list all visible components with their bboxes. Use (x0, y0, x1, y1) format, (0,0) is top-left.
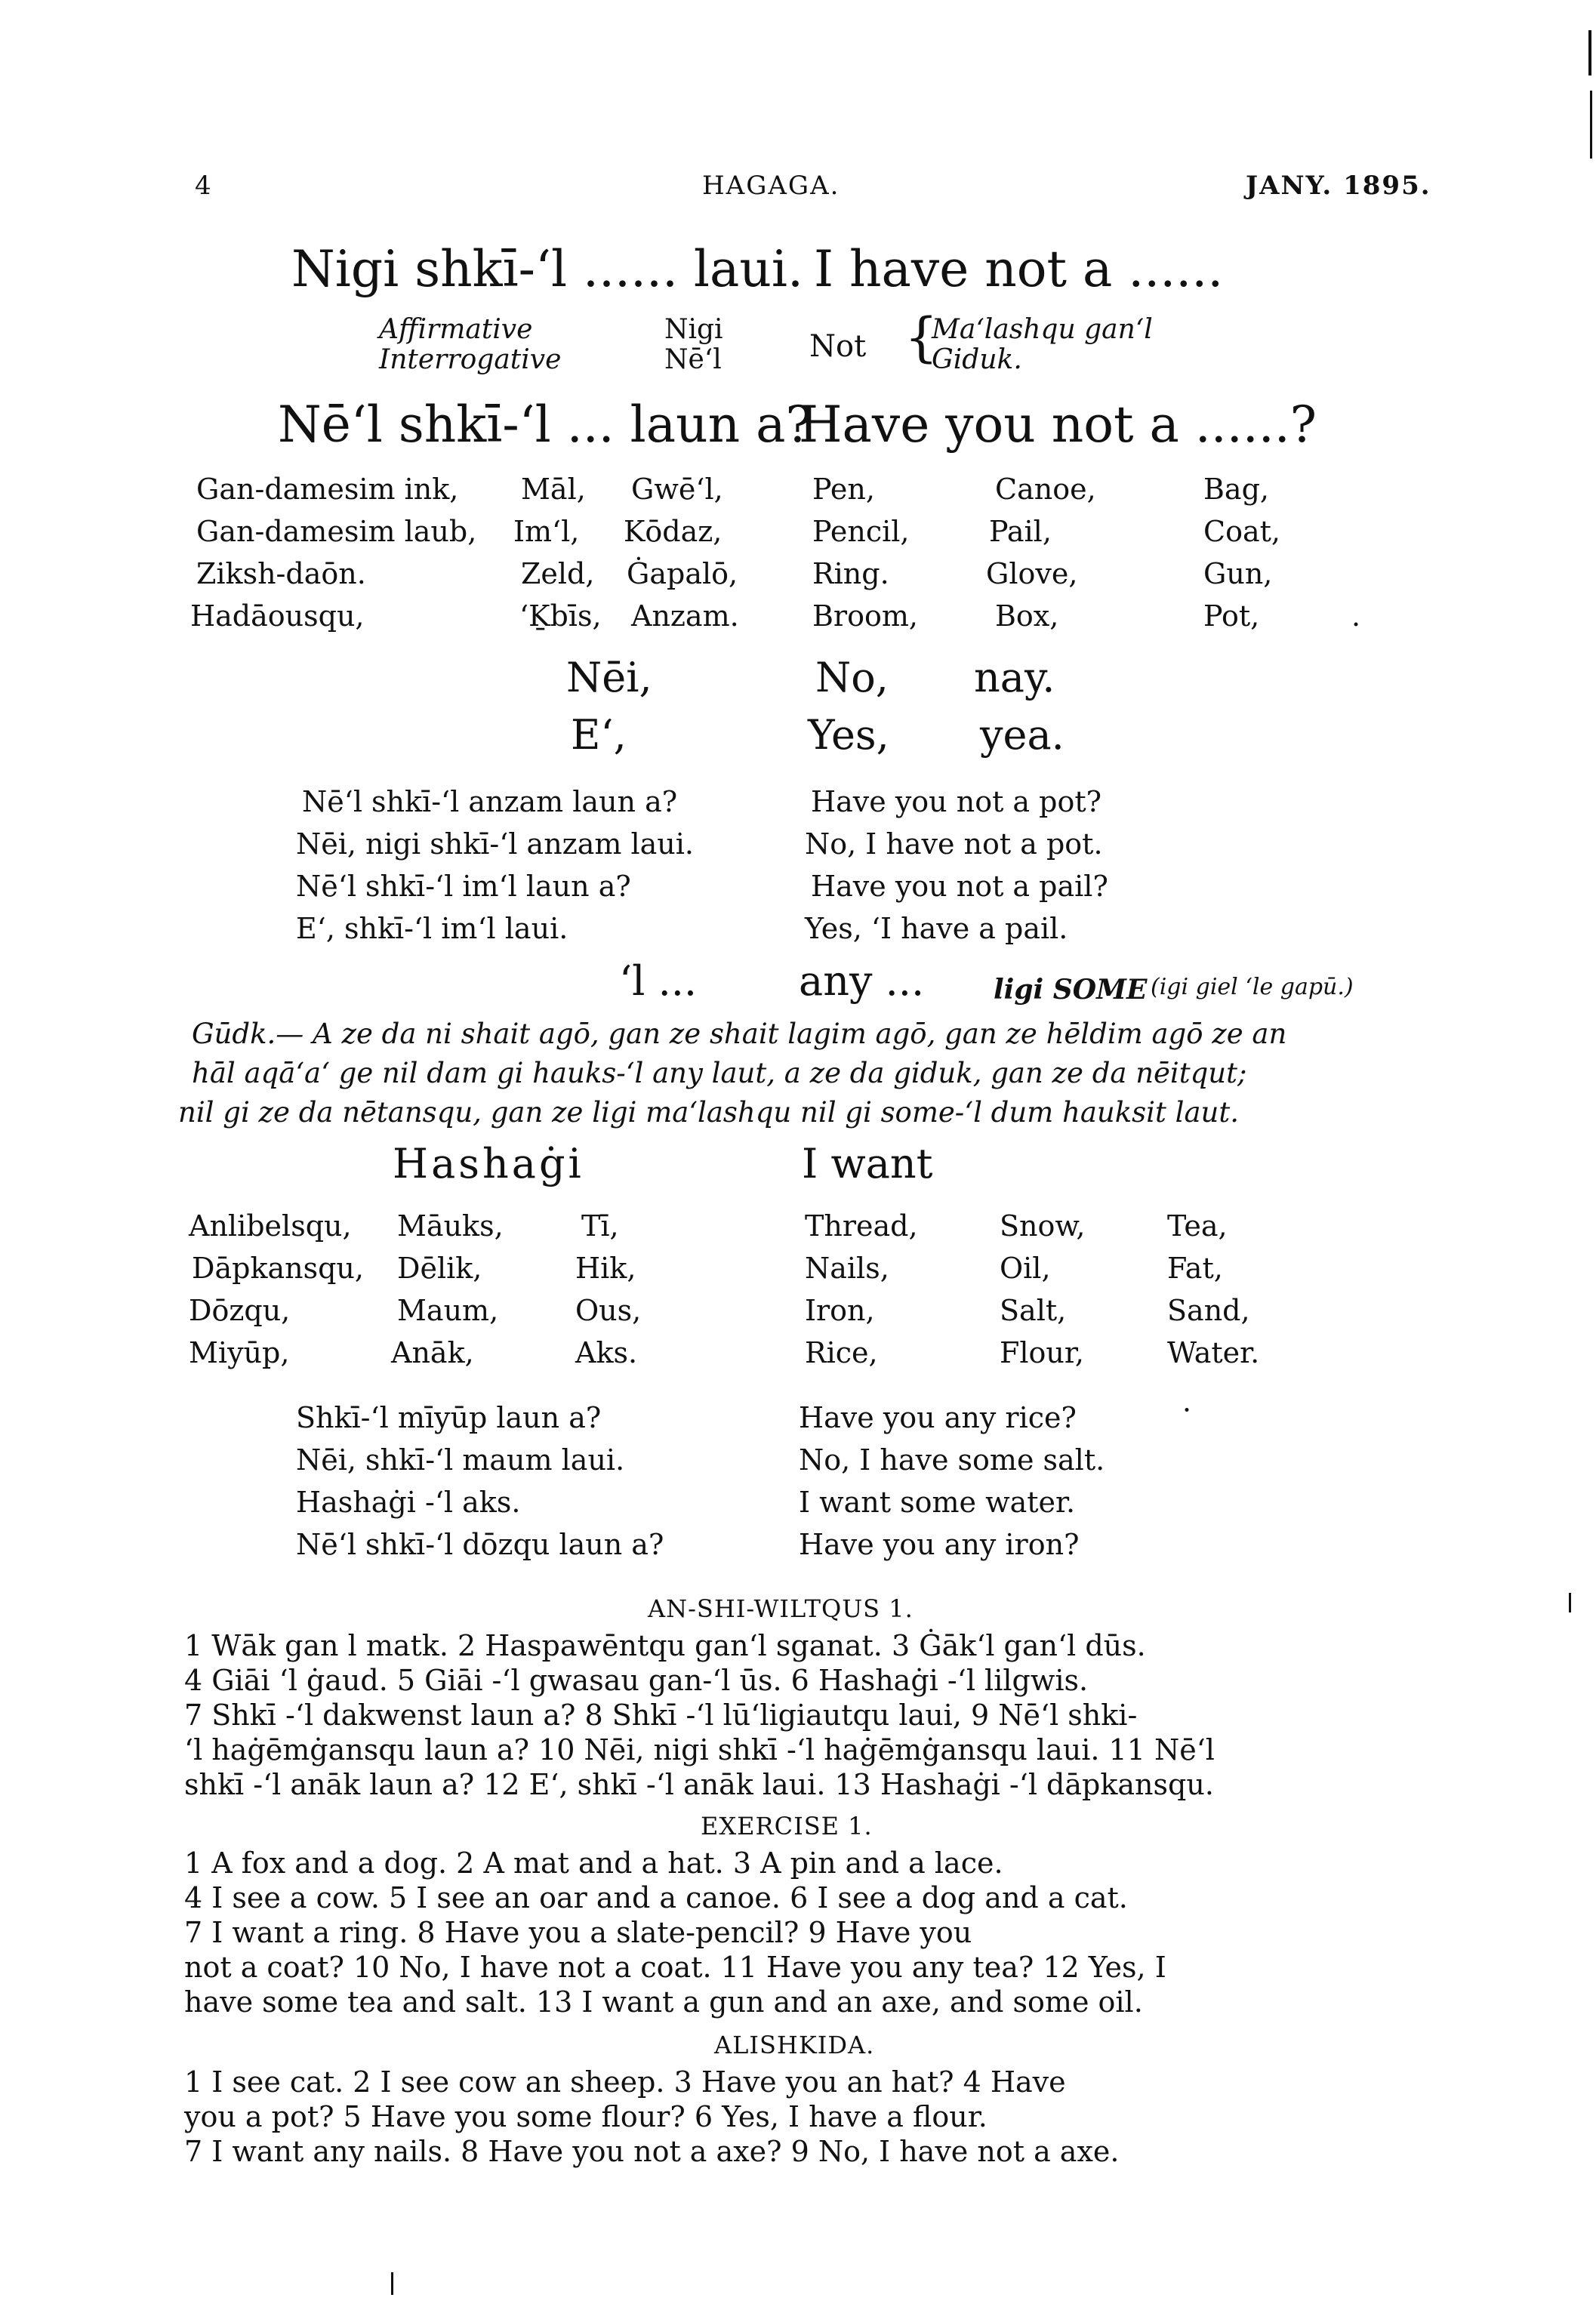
vocab-cell: Pot, (1203, 599, 1260, 633)
vocab-cell: Aks. (575, 1336, 638, 1369)
vocab-cell: Māuks, (397, 1209, 504, 1243)
any-english: any ... (799, 957, 925, 1005)
vocab-cell: Fat, (1167, 1252, 1223, 1285)
exercise-line: 1 Wāk gan l matk. 2 Haspawēntqu gan‘l sganat. 3 Ġāk‘l gan‘l dūs. (184, 1629, 1146, 1662)
sentence-haida: Nēi, shkī-‘l maum laui. (296, 1443, 625, 1477)
margin-mark (1588, 30, 1591, 75)
stray-dot: . (1351, 599, 1361, 633)
vocab-cell: Anāk, (391, 1336, 474, 1369)
margin-mark (1590, 91, 1592, 159)
vocab-cell: Tī, (581, 1209, 619, 1243)
yes-english: Yes, (808, 711, 889, 759)
page-date: JANY. 1895. (1246, 171, 1431, 201)
vocab-cell: Māl, (521, 473, 586, 506)
not-label: Not (809, 329, 867, 364)
vocab-cell: Salt, (1000, 1294, 1067, 1327)
exercise-line: 1 A fox and a dog. 2 A mat and a hat. 3 A pin and a lace. (184, 1846, 1003, 1880)
sentence-english: Yes, ‘I have a pail. (805, 912, 1068, 945)
sentence-haida: E‘, shkī-‘l im‘l laui. (296, 912, 568, 945)
vocab-cell: Box, (995, 599, 1059, 633)
vocab-cell: Maum, (397, 1294, 499, 1327)
sentence-haida: Nēi, nigi shkī-‘l anzam laui. (296, 827, 694, 861)
exercise-line: you a pot? 5 Have you some flour? 6 Yes, I have a flour. (184, 2100, 987, 2133)
section-title-haida: Nigi shkī-‘l ...... laui. (291, 240, 803, 298)
vocab-cell: Rice, (805, 1336, 878, 1369)
affirmative-label: Affirmative (379, 314, 533, 345)
sentence-haida: Hashaġi -‘l aks. (296, 1486, 521, 1519)
vocab-cell: ‘Ḵbīs, (519, 599, 602, 633)
exercise-heading: EXERCISE 1. (701, 1812, 873, 1840)
question-english: Have you not a ......? (799, 396, 1317, 454)
sentence-haida: Nē‘l shkī-‘l anzam laun a? (302, 785, 678, 818)
affirmative-word: Nigi (664, 314, 723, 345)
page-number: 4 (195, 171, 213, 201)
sentence-english: No, I have not a pot. (805, 827, 1103, 861)
exercise-line: 7 I want any nails. 8 Have you not a axe? 9 No, I have not a axe. (184, 2135, 1120, 2168)
vocab-cell: Glove, (986, 557, 1078, 590)
vocab-cell: Coat, (1203, 515, 1280, 548)
vocab-cell: Oil, (1000, 1252, 1051, 1285)
vocab-cell: Pencil, (812, 515, 910, 548)
vocab-cell: Pail, (989, 515, 1052, 548)
exercise-line: not a coat? 10 No, I have not a coat. 11 Have you any tea? 12 Yes, I (184, 1951, 1166, 1984)
exercise-line: 1 I see cat. 2 I see cow an sheep. 3 Have you an hat? 4 Have (184, 2065, 1066, 2099)
sentence-haida: Shkī-‘l mīyūp laun a? (296, 1401, 602, 1434)
vocab-cell: Hadāousqu, (190, 599, 365, 633)
exercise-line: 4 I see a cow. 5 I see an oar and a canoe. 6 I see a dog and a cat. (184, 1881, 1128, 1914)
section3-title-haida: Hashaġi (393, 1140, 584, 1187)
vocab-cell: Anlibelsqu, (189, 1209, 352, 1243)
section-title-english: I have not a ...... (814, 240, 1224, 298)
vocab-cell: Flour, (1000, 1336, 1084, 1369)
sentence-english: Have you not a pot? (811, 785, 1102, 818)
exercise-line: 7 Shkī -‘l dakwenst laun a? 8 Shkī -‘l lū‘ligiautqu laui, 9 Nē‘l shki- (184, 1699, 1138, 1732)
exercise-line: shkī -‘l anāk laun a? 12 E‘, shkī -‘l anāk laui. 13 Hashaġi -‘l dāpkansqu. (184, 1768, 1214, 1801)
vocab-cell: Ring. (812, 557, 889, 590)
vocab-cell: Ziksh-daōn. (196, 557, 366, 590)
sentence-haida: Nē‘l shkī-‘l im‘l laun a? (296, 870, 631, 903)
not-word-1: Ma‘lashqu gan‘l (932, 314, 1153, 345)
no-english-2: nay. (974, 654, 1055, 701)
vocab-cell: Ġapalō, (627, 557, 738, 590)
interrogative-label: Interrogative (379, 344, 562, 375)
vocab-cell: Zeld, (521, 557, 595, 590)
exercise-heading: AN-SHI-WILTQUS 1. (648, 1594, 914, 1623)
question-haida: Nē‘l shkī-‘l ... laun a? (278, 396, 812, 454)
no-haida: Nēi, (566, 654, 652, 701)
sentence-english: No, I have some salt. (799, 1443, 1105, 1477)
exercise-heading: ALISHKIDA. (714, 2031, 875, 2059)
vocab-cell: Gan-damesim laub, (196, 515, 477, 548)
exercise-line: 7 I want a ring. 8 Have you a slate-pencil? 9 Have you (184, 1916, 972, 1949)
vocab-cell: Miyūp, (189, 1336, 290, 1369)
running-title: HAGAGA. (702, 171, 840, 201)
vocab-cell: Gwē‘l, (631, 473, 723, 506)
yes-english-2: yea. (980, 711, 1065, 759)
vocab-cell: Dāpkansqu, (192, 1252, 364, 1285)
vocab-cell: Tea, (1167, 1209, 1228, 1243)
vocab-cell: Im‘l, (513, 515, 580, 548)
vocab-cell: Thread, (805, 1209, 918, 1243)
vocab-cell: Nails, (805, 1252, 889, 1285)
stray-dot: · (1182, 1394, 1192, 1427)
vocab-cell: Gan-damesim ink, (196, 473, 459, 506)
interrogative-word: Nē‘l (664, 344, 722, 375)
not-word-2: Giduk. (932, 344, 1022, 375)
yes-haida: E‘, (571, 711, 627, 759)
l-haida: ‘l ... (619, 957, 698, 1005)
bottom-mark (391, 2272, 393, 2295)
vocab-cell: Pen, (812, 473, 875, 506)
vocab-cell: Kōdaz, (624, 515, 723, 548)
margin-mark (1569, 1593, 1571, 1612)
vocab-cell: Anzam. (631, 599, 739, 633)
sentence-haida: Nē‘l shkī-‘l dōzqu laun a? (296, 1528, 664, 1561)
sentence-english: Have you any rice? (799, 1401, 1077, 1434)
gloss-line: Gūdk.— A ze da ni shait agō, gan ze shait lagim agō, gan ze hēldim agō ze an (192, 1018, 1287, 1050)
brace-icon: { (904, 306, 938, 368)
vocab-cell: Snow, (1000, 1209, 1086, 1243)
sentence-english: I want some water. (799, 1486, 1076, 1519)
vocab-cell: Dēlik, (397, 1252, 482, 1285)
vocab-cell: Hik, (575, 1252, 636, 1285)
vocab-cell: Bag, (1203, 473, 1269, 506)
vocab-cell: Canoe, (995, 473, 1096, 506)
gloss-line: hāl aqā‘a‘ ge nil dam gi hauks-‘l any laut, a ze da giduk, gan ze da nēitqut; (192, 1057, 1247, 1089)
vocab-cell: Iron, (805, 1294, 875, 1327)
vocab-cell: Ous, (575, 1294, 642, 1327)
exercise-line: ‘l haġēmġansqu laun a? 10 Nēi, nigi shkī -‘l haġēmġansqu laui. 11 Nē‘l (184, 1733, 1215, 1766)
vocab-cell: Gun, (1203, 557, 1273, 590)
vocab-cell: Broom, (812, 599, 918, 633)
vocab-cell: Dōzqu, (189, 1294, 291, 1327)
ligi-some: ligi SOME (994, 974, 1148, 1006)
vocab-cell: Sand, (1167, 1294, 1250, 1327)
exercise-line: have some tea and salt. 13 I want a gun and an axe, and some oil. (184, 1985, 1143, 2019)
vocab-cell: Water. (1167, 1336, 1260, 1369)
gloss-line: nil gi ze da nētansqu, gan ze ligi ma‘lashqu nil gi some-‘l dum hauksit laut. (178, 1096, 1239, 1129)
note: (igi giel ‘le gapū.) (1151, 974, 1354, 1000)
no-english: No, (815, 654, 889, 701)
section3-title-english: I want (802, 1140, 933, 1187)
exercise-line: 4 Giāi ‘l ġaud. 5 Giāi -‘l gwasau gan-‘l ūs. 6 Hashaġi -‘l lilgwis. (184, 1664, 1089, 1697)
sentence-english: Have you any iron? (799, 1528, 1080, 1561)
sentence-english: Have you not a pail? (811, 870, 1108, 903)
